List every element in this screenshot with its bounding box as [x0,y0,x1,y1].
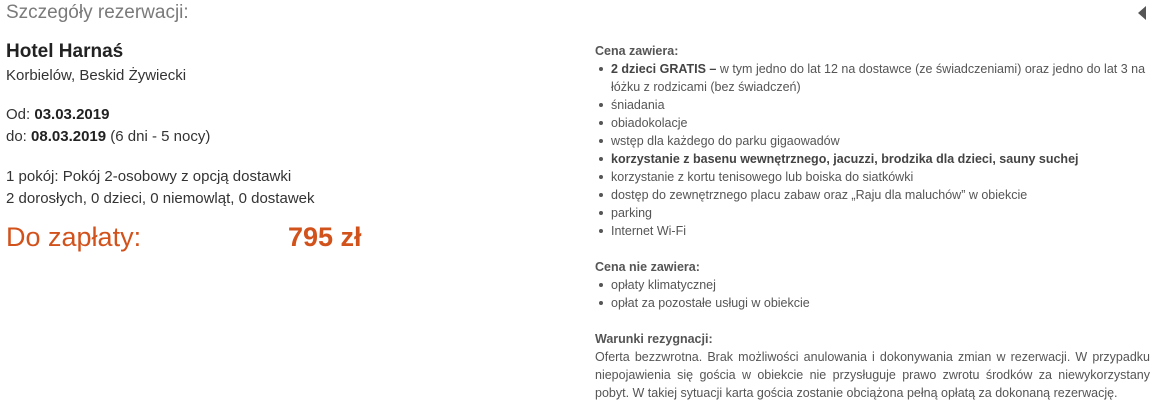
list-item: śniadania [611,96,1150,114]
list-item: korzystanie z kortu tenisowego lub boiska do siatkówki [611,168,1150,186]
offer-conditions [595,42,1150,402]
list-item: opłaty klimatycznej [611,276,1150,294]
date-from-value: 03.03.2019 [34,106,110,123]
includes-title: Cena zawiera: [595,44,679,58]
list-item: parking [611,204,1150,222]
hotel-location: Korbielów, Beskid Żywiecki [6,67,187,84]
list-item [611,60,1150,96]
payment-amount: 795 zł [288,222,362,252]
spacer [595,240,1150,258]
booking-summary [6,40,566,258]
stay-duration: (6 dni - 5 nocy) [110,128,211,145]
triangle-left-icon[interactable] [1138,6,1146,20]
guest-count: 2 dorosłych, 0 dzieci, 0 niemowląt, 0 dostawek [6,190,315,207]
date-to-row [6,126,566,148]
list-item: opłat za pozostałe usługi w obiekcie [611,294,1150,312]
list-item: Internet Wi-Fi [611,222,1150,240]
list-item: dostęp do zewnętrznego placu zabaw oraz „Raju dla maluchów” w obiekcie [611,186,1150,204]
payment-label: Do zapłaty: [6,222,142,252]
children-free-label: 2 dzieci GRATIS – [611,62,717,76]
hotel-name: Hotel Harnaś [6,41,124,62]
room-details [6,166,566,210]
date-to-label: do: [6,128,27,145]
list-item: obiadokolacje [611,114,1150,132]
stay-dates [6,104,566,148]
includes-list [595,60,1150,240]
cancellation-title: Warunki rezygnacji: [595,332,713,346]
date-from-row [6,104,566,126]
spacer [595,312,1150,330]
panel-header [6,0,1146,26]
list-item: wstęp dla każdego do parku gigaowadów [611,132,1150,150]
excludes-title: Cena nie zawiera: [595,260,700,274]
room-type: 1 pokój: Pokój 2-osobowy z opcją dostawki [6,168,292,185]
panel-title: Szczegóły rezerwacji: [6,2,189,23]
list-item: korzystanie z basenu wewnętrznego, jacuzzi, brodzika dla dzieci, sauny suchej [611,150,1150,168]
cancellation-text: Oferta bezzwrotna. Brak możliwości anulowania i dokonywania zmian w rezerwacji. W przypadku niepojawienia się gościa w obiekcie nie przysługuje prawo zwrotu środków za niewykorzystany pobyt. W takiej sytuacji karta gościa zostanie obciążona pełną opłatą za dokonaną rezerwację. [595,350,1150,400]
payment-row [6,222,566,258]
excludes-list [595,276,1150,312]
children-free-text: w tym jedno do lat 12 na dostawce (ze świadczeniami) oraz jedno do lat 3 na łóżku z rodzicami (bez świadczeń) [611,62,1146,94]
date-from-label: Od: [6,106,31,123]
date-to-value: 08.03.2019 [31,128,107,145]
